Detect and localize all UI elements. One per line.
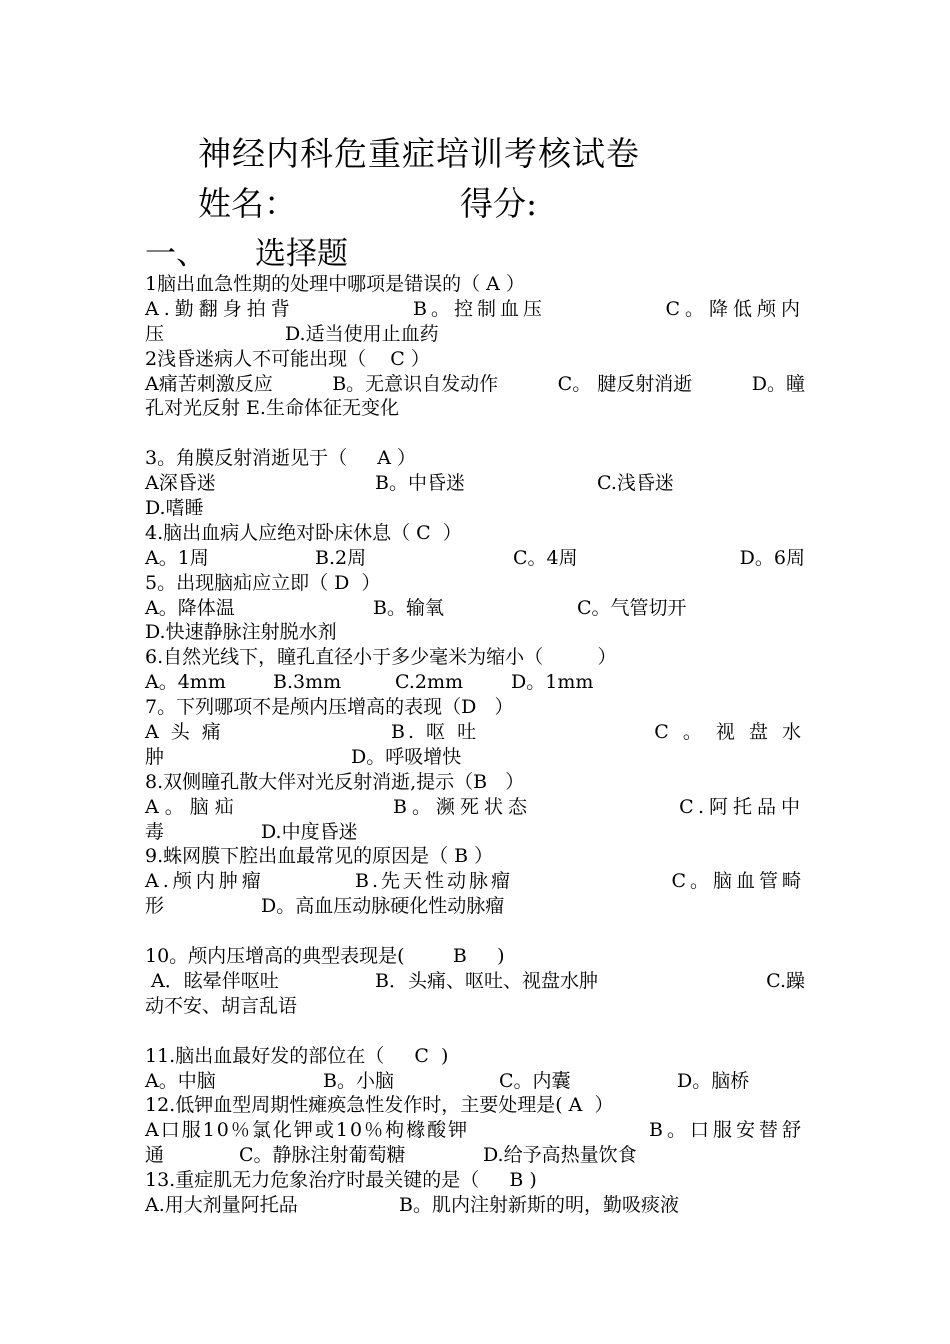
option-d: D.快速静脉注射脱水剂 [145,621,337,644]
question-13: 13.重症肌无力危象治疗时最关键的是（ B ) [145,1169,537,1192]
option-c: C 。 视 盘 水 [654,721,805,744]
question-8: 8.双侧瞳孔散大伴对光反射消逝,提示（B ） [145,770,525,793]
option-c-cont: 毒 [145,820,165,843]
option-b: B．头痛、呕吐、视盘水肿 [375,969,598,992]
section-title: 选择题 [255,236,348,272]
question-8-options [145,795,805,820]
option-a: A。中脑 [145,1069,216,1092]
section-heading [145,228,348,273]
spacer [145,1019,805,1044]
spacer [145,919,805,944]
option-b-cont: 通 [145,1144,165,1167]
option-c: C.浅昏迷 [597,472,674,495]
option-d: D。瞳 [751,372,805,395]
question-9-options [145,869,805,894]
option-d: D.中度昏迷 [261,820,358,843]
option-a: A。4mm [145,671,226,694]
option-c: C。 腱反射消逝 [557,372,693,395]
option-d: D。6周 [739,546,805,569]
option-c: C.躁 [766,969,805,992]
question-10: 10。颅内压增高的典型表现是( B ) [145,945,505,968]
question-2: 2浅昏迷病人不可能出现（ C ） [145,347,430,370]
option-b: B。输氧 [373,596,444,619]
question-4-options [145,546,805,571]
question-10-options-cont: 动不安、胡言乱语 [145,994,298,1017]
option-c: C。内囊 [499,1069,571,1092]
question-11: 11.脑出血最好发的部位在（ C ) [145,1044,449,1067]
spacer [145,421,805,446]
option-b: B.2周 [315,546,367,569]
option-d: D。高血压动脉硬化性动脉瘤 [261,895,505,918]
question-5: 5。出现脑疝应立即（ D ） [145,571,381,594]
option-a: A口服10％氯化钾或10％枸橼酸钾 [145,1119,470,1142]
question-3: 3。角膜反射消逝见于（ A ） [145,447,417,470]
question-7-options-cont [145,745,805,770]
question-2-options [145,372,805,397]
name-score-row [198,178,758,222]
option-a: A.颅内肿瘤 [145,870,265,893]
option-a: A．眩晕伴呕吐 [145,969,279,992]
option-b: B.3mm [273,671,342,694]
question-11-options [145,1069,805,1094]
question-7-options [145,720,805,745]
option-b: B。口服安替舒 [649,1119,805,1142]
option-a: A 头 痛 [145,721,224,744]
question-12-options [145,1118,805,1143]
option-c: C.阿托品中 [679,795,805,818]
option-d: D.给予高热量饮食 [483,1144,637,1167]
question-1: 1脑出血急性期的处理中哪项是错误的（ A ） [145,273,525,295]
option-a: A。降体温 [145,596,235,619]
option-b: B。无意识自发动作 [332,372,499,395]
question-10-options [145,969,805,994]
option-a: A。1周 [145,546,209,569]
question-12: 12.低钾血型周期性瘫痪急性发作时，主要处理是( A ） [145,1094,614,1117]
option-b: B. 呕 吐 [391,721,480,744]
option-b: B。肌内注射新斯的明，勤吸痰液 [399,1193,679,1216]
option-c-cont: 形 [145,895,165,918]
question-4: 4.脑出血病人应绝对卧床休息（ C ） [145,521,462,544]
question-5-options [145,596,805,621]
question-9: 9.蛛网膜下腔出血最常见的原因是（ B ） [145,845,494,868]
question-list [145,272,805,1218]
option-c-cont: 压 [145,322,165,345]
question-7: 7。下列哪项不是颅内压增高的表现（D ） [145,696,514,719]
option-d: D。1mm [511,671,594,694]
question-6: 6.自然光线下，瞳孔直径小于多少毫米为缩小（ ） [145,646,617,669]
option-b: B。控制血压 [413,297,546,320]
option-b: B。中昏迷 [375,472,465,495]
question-9-options-cont [145,894,805,919]
option-d: D.适当使用止血药 [285,322,439,345]
question-12-options-cont [145,1143,805,1168]
option-b: B。濒死状态 [393,795,532,818]
section-number: 一、 [145,236,207,272]
option-a: A.用大剂量阿托品 [145,1193,298,1216]
option-a: A痛苦刺激反应 [145,372,273,395]
option-c: C。气管切开 [577,596,687,619]
score-label: 得分: [460,184,538,223]
option-c-cont: 肿 [145,745,165,768]
option-b: B.先天性动脉瘤 [355,870,514,893]
question-1-options-cont [145,322,805,347]
option-d: D。呼吸增快 [351,745,462,768]
option-a: A.勤翻身拍背 [145,297,295,320]
name-label: 姓名： [198,184,297,223]
option-a: A。脑疝 [145,795,240,818]
option-c: C。静脉注射葡萄糖 [239,1144,406,1167]
question-2-options-cont: 孔对光反射 E.生命体征无变化 [145,397,399,420]
option-b: B。小脑 [323,1069,394,1092]
option-c: C。脑血管畸 [671,870,805,893]
question-8-options-cont [145,820,805,845]
document-title: 神经内科危重症培训考核试卷 [198,134,640,173]
question-1-options [145,297,805,322]
option-a: A深昏迷 [145,472,216,495]
question-13-options [145,1193,805,1218]
option-c: C.2mm [395,671,464,694]
option-c: C。降低颅内 [665,297,805,320]
option-c: C。4周 [513,546,578,569]
question-3-options [145,471,805,496]
option-d: D。脑桥 [677,1069,750,1092]
option-d: D.嗜睡 [145,497,204,520]
question-6-options [145,670,805,695]
